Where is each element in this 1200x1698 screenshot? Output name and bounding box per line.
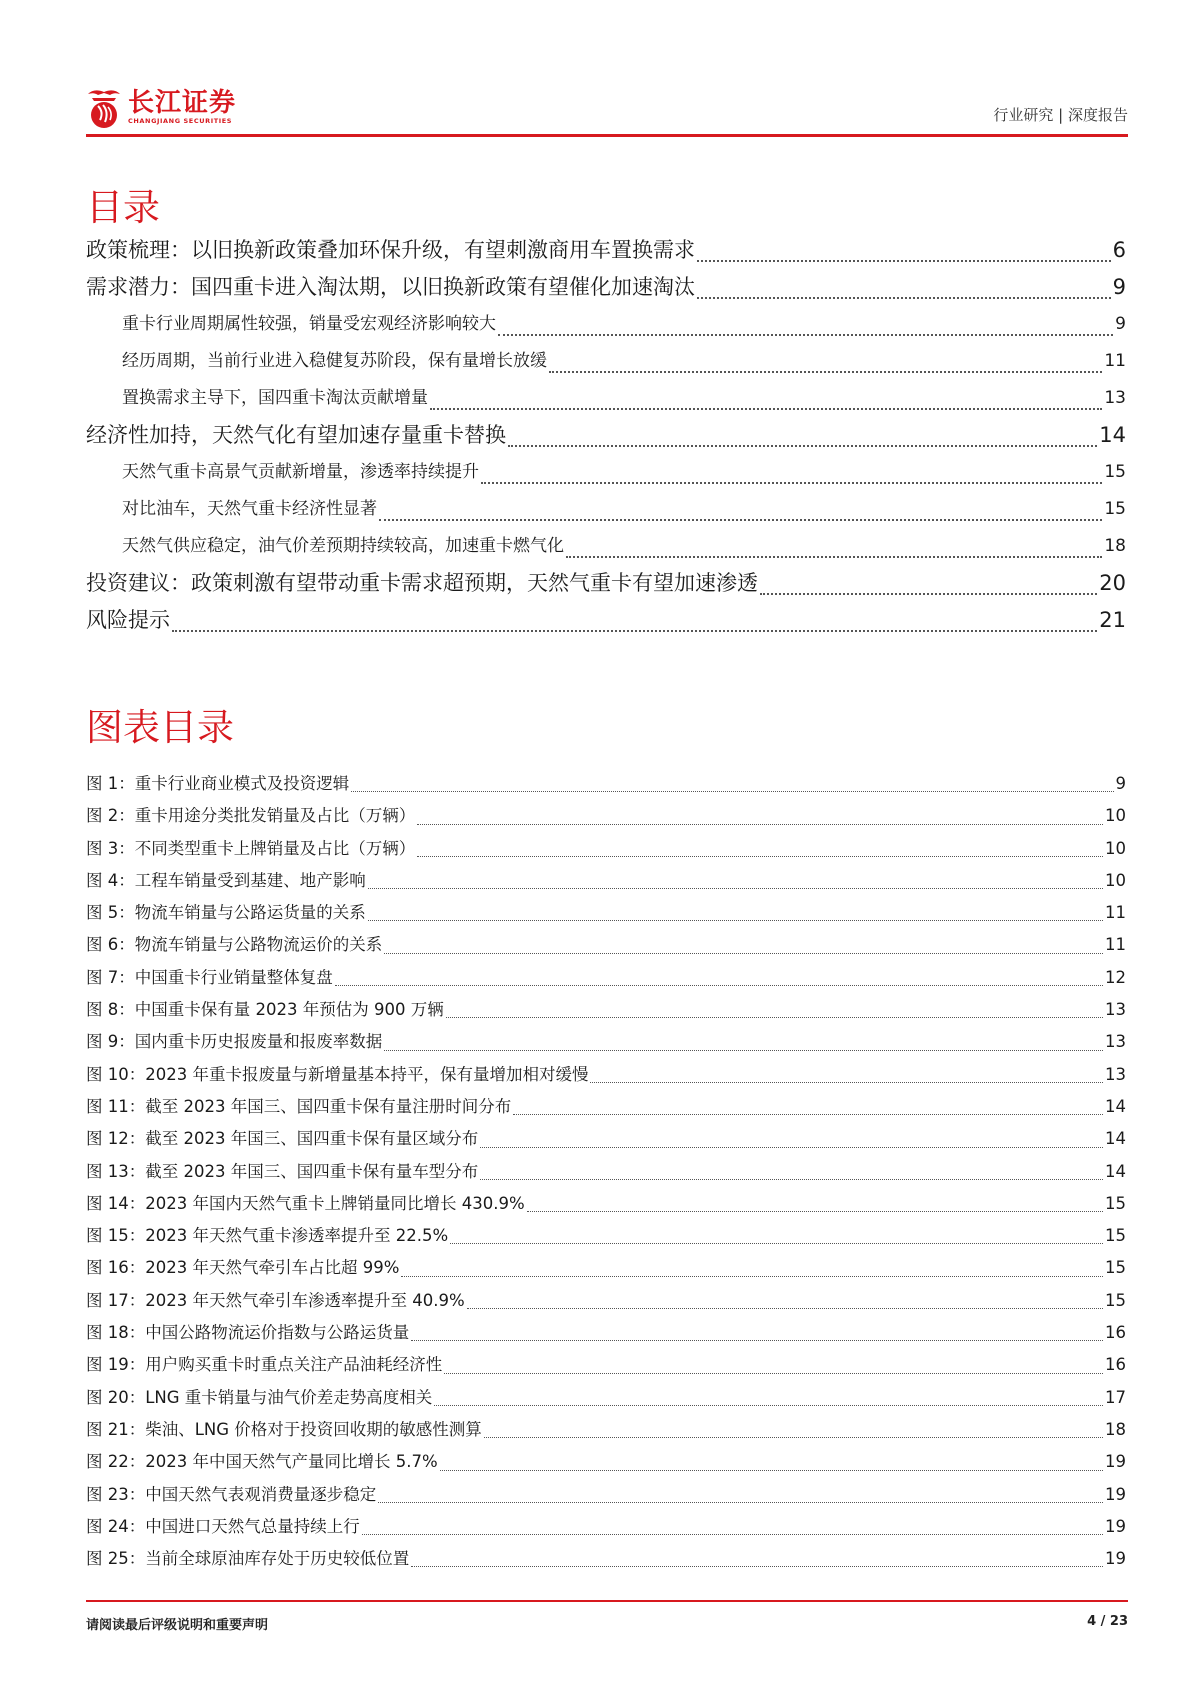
figure-item[interactable] [86, 1414, 1126, 1446]
figure-item-page: 14 [1105, 1129, 1126, 1149]
toc-item-page: 11 [1104, 351, 1126, 371]
dot-leader [450, 1243, 1103, 1244]
dot-leader [446, 1017, 1103, 1018]
footer-disclaimer: 请阅读最后评级说明和重要声明 [86, 1618, 269, 1633]
figure-item-label: 图 3：不同类型重卡上牌销量及占比（万辆） [86, 838, 416, 858]
toc-item-label: 重卡行业周期属性较强，销量受宏观经济影响较大 [122, 314, 496, 334]
figure-item-label: 图 23：中国天然气表观消费量逐步稳定 [86, 1484, 377, 1504]
figure-item[interactable] [86, 865, 1126, 897]
toc-item-label: 风险提示 [86, 608, 170, 632]
dot-leader [467, 1308, 1103, 1309]
figure-item-page: 15 [1105, 1290, 1126, 1310]
dot-leader [172, 630, 1097, 632]
figure-item-page: 15 [1105, 1226, 1126, 1246]
figure-item-page: 14 [1105, 1096, 1126, 1116]
report-type: 行业研究 | 深度报告 [993, 106, 1128, 124]
figure-item-label: 图 4：工程车销量受到基建、地产影响 [86, 870, 366, 890]
brand-emblem-icon [86, 86, 122, 128]
toc-item-label: 经历周期，当前行业进入稳健复苏阶段，保有量增长放缓 [122, 351, 547, 371]
figure-item-page: 11 [1105, 935, 1126, 955]
figure-item[interactable] [86, 897, 1126, 929]
figure-item-label: 图 8：中国重卡保有量 2023 年预估为 900 万辆 [86, 1000, 444, 1020]
figure-item-label: 图 18：中国公路物流运价指数与公路运货量 [86, 1323, 410, 1343]
figure-item[interactable] [86, 1026, 1126, 1058]
dot-leader [335, 985, 1103, 986]
toc-item-page: 14 [1099, 423, 1126, 447]
figure-item-page: 16 [1105, 1355, 1126, 1375]
figure-item-label: 图 6：物流车销量与公路物流运价的关系 [86, 935, 383, 955]
figure-item-page: 19 [1105, 1452, 1126, 1472]
figure-item[interactable] [86, 1479, 1126, 1511]
figure-item[interactable] [86, 800, 1126, 832]
figure-item-page: 10 [1105, 870, 1126, 890]
figure-item[interactable] [86, 1059, 1126, 1091]
toc-item-label: 需求潜力：国四重卡进入淘汰期，以旧换新政策有望催化加速淘汰 [86, 275, 695, 299]
figure-item-page: 19 [1105, 1549, 1126, 1569]
figure-item-label: 图 21：柴油、LNG 价格对于投资回收期的敏感性测算 [86, 1419, 482, 1439]
toc-item[interactable] [86, 565, 1126, 602]
figure-item-label: 图 17：2023 年天然气牵引车渗透率提升至 40.9% [86, 1290, 465, 1310]
figure-item-label: 图 22：2023 年中国天然气产量同比增长 5.7% [86, 1452, 438, 1472]
header-divider [86, 134, 1128, 137]
figure-item-page: 13 [1105, 1064, 1126, 1084]
figure-item-label: 图 13：截至 2023 年国三、国四重卡保有量车型分布 [86, 1161, 479, 1181]
figure-item-label: 图 20：LNG 重卡销量与油气价差走势高度相关 [86, 1387, 433, 1407]
figure-item-label: 图 14：2023 年国内天然气重卡上牌销量同比增长 430.9% [86, 1193, 525, 1213]
figure-item-page: 16 [1105, 1323, 1126, 1343]
toc-item[interactable] [86, 232, 1126, 269]
figure-item[interactable] [86, 1446, 1126, 1478]
toc-item-page: 18 [1104, 536, 1126, 556]
toc-item[interactable] [86, 417, 1126, 454]
figure-item[interactable] [86, 1123, 1126, 1155]
toc-item-page: 15 [1104, 462, 1126, 482]
figure-item-page: 14 [1105, 1161, 1126, 1181]
toc-item-page: 9 [1112, 275, 1126, 299]
figure-item-label: 图 10：2023 年重卡报废量与新增量基本持平，保有量增加相对缓慢 [86, 1064, 589, 1084]
figure-item[interactable] [86, 1382, 1126, 1414]
figure-item-page: 19 [1105, 1484, 1126, 1504]
figure-item-label: 图 5：物流车销量与公路运货量的关系 [86, 903, 366, 923]
toc-item-label: 政策梳理：以旧换新政策叠加环保升级，有望刺激商用车置换需求 [86, 238, 695, 262]
figure-item-label: 图 15：2023 年天然气重卡渗透率提升至 22.5% [86, 1226, 449, 1246]
figure-item[interactable] [86, 1285, 1126, 1317]
dot-leader [527, 1211, 1103, 1212]
figure-item-page: 9 [1115, 774, 1126, 793]
figure-item[interactable] [86, 1543, 1126, 1575]
figures-list [86, 768, 1126, 1575]
page-header [86, 82, 1128, 138]
toc-item[interactable] [86, 602, 1126, 639]
dot-leader [379, 519, 1102, 521]
toc-item-label: 经济性加持，天然气化有望加速存量重卡替换 [86, 423, 506, 447]
figures-title: 图表目录 [86, 706, 234, 749]
toc-item-page: 21 [1099, 608, 1126, 632]
dot-leader [549, 371, 1102, 373]
brand-name-cn: 长江证券 [128, 88, 237, 118]
figure-item-label: 图 11：截至 2023 年国三、国四重卡保有量注册时间分布 [86, 1096, 512, 1116]
figure-item-page: 19 [1105, 1516, 1126, 1536]
dot-leader [417, 824, 1103, 825]
toc-item-label: 对比油车，天然气重卡经济性显著 [122, 499, 377, 519]
page-indicator: 4 / 23 [1087, 1614, 1128, 1629]
figure-item-page: 12 [1105, 967, 1126, 987]
dot-leader [440, 1470, 1103, 1471]
figure-item-label: 图 19：用户购买重卡时重点关注产品油耗经济性 [86, 1355, 443, 1375]
brand-name-en: CHANGJIANG SECURITIES [128, 117, 233, 125]
dot-leader [378, 1502, 1103, 1503]
brand-logo [86, 82, 236, 132]
toc-item-label: 投资建议：政策刺激有望带动重卡需求超预期，天然气重卡有望加速渗透 [86, 571, 758, 595]
dot-leader [368, 888, 1103, 889]
figure-item[interactable] [86, 833, 1126, 865]
toc-subitem[interactable] [86, 528, 1126, 565]
dot-leader [362, 1534, 1103, 1535]
footer-divider [86, 1600, 1128, 1602]
dot-leader [368, 920, 1103, 921]
figure-item-label: 图 1：重卡行业商业模式及投资逻辑 [86, 774, 350, 793]
toc-subitem[interactable] [86, 306, 1126, 343]
toc-item-label: 天然气重卡高景气贡献新增量，渗透率持续提升 [122, 462, 479, 482]
dot-leader [484, 1437, 1103, 1438]
toc-subitem[interactable] [86, 343, 1126, 380]
dot-leader [401, 1276, 1103, 1277]
dot-leader [697, 260, 1111, 262]
figure-item-label: 图 16：2023 年天然气牵引车占比超 99% [86, 1258, 400, 1278]
figure-item-label: 图 12：截至 2023 年国三、国四重卡保有量区域分布 [86, 1129, 479, 1149]
dot-leader [566, 556, 1102, 558]
dot-leader [417, 856, 1103, 857]
toc-item-page: 6 [1112, 238, 1126, 262]
figure-item-page: 11 [1105, 903, 1126, 923]
figure-item[interactable] [86, 929, 1126, 961]
figure-item-page: 10 [1105, 838, 1126, 858]
figure-item[interactable] [86, 1156, 1126, 1188]
figure-item[interactable] [86, 1188, 1126, 1220]
figure-item-label: 图 24：中国进口天然气总量持续上行 [86, 1516, 360, 1536]
toc-item-label: 置换需求主导下，国四重卡淘汰贡献增量 [122, 388, 428, 408]
toc-subitem[interactable] [86, 380, 1126, 417]
dot-leader [351, 791, 1113, 792]
figure-item-label: 图 9：国内重卡历史报废量和报废率数据 [86, 1032, 383, 1052]
figure-item[interactable] [86, 994, 1126, 1026]
dot-leader [411, 1340, 1103, 1341]
figure-item-page: 17 [1105, 1387, 1126, 1407]
figure-item[interactable] [86, 1511, 1126, 1543]
figure-item[interactable] [86, 1220, 1126, 1252]
dot-leader [513, 1114, 1103, 1115]
figure-item[interactable] [86, 1349, 1126, 1381]
figure-item[interactable] [86, 768, 1126, 800]
dot-leader [590, 1082, 1103, 1083]
dot-leader [384, 953, 1103, 954]
figure-item-page: 13 [1105, 1032, 1126, 1052]
figure-item-page: 15 [1105, 1193, 1126, 1213]
figure-item-label: 图 7：中国重卡行业销量整体复盘 [86, 967, 333, 987]
dot-leader [480, 1179, 1103, 1180]
figure-item-page: 13 [1105, 1000, 1126, 1020]
toc-item[interactable] [86, 269, 1126, 306]
toc-subitem[interactable] [86, 491, 1126, 528]
dot-leader [434, 1405, 1103, 1406]
dot-leader [430, 408, 1102, 410]
dot-leader [411, 1566, 1103, 1567]
figure-item-label: 图 25：当前全球原油库存处于历史较低位置 [86, 1549, 410, 1569]
toc-title: 目录 [86, 186, 160, 229]
dot-leader [697, 297, 1111, 299]
toc-list [86, 232, 1126, 639]
dot-leader [498, 334, 1113, 336]
figure-item[interactable] [86, 1252, 1126, 1284]
toc-item-label: 天然气供应稳定，油气价差预期持续较高，加速重卡燃气化 [122, 536, 564, 556]
dot-leader [480, 1147, 1103, 1148]
toc-item-page: 13 [1104, 388, 1126, 408]
figure-item-page: 10 [1105, 806, 1126, 826]
dot-leader [444, 1373, 1103, 1374]
figure-item[interactable] [86, 1091, 1126, 1123]
figure-item[interactable] [86, 962, 1126, 994]
toc-subitem[interactable] [86, 454, 1126, 491]
dot-leader [760, 593, 1097, 595]
toc-item-page: 15 [1104, 499, 1126, 519]
figure-item-page: 18 [1105, 1419, 1126, 1439]
figure-item-label: 图 2：重卡用途分类批发销量及占比（万辆） [86, 806, 416, 826]
dot-leader [481, 482, 1102, 484]
toc-item-page: 20 [1099, 571, 1126, 595]
dot-leader [384, 1050, 1103, 1051]
figure-item[interactable] [86, 1317, 1126, 1349]
toc-item-page: 9 [1115, 314, 1126, 334]
dot-leader [508, 445, 1097, 447]
figure-item-page: 15 [1105, 1258, 1126, 1278]
